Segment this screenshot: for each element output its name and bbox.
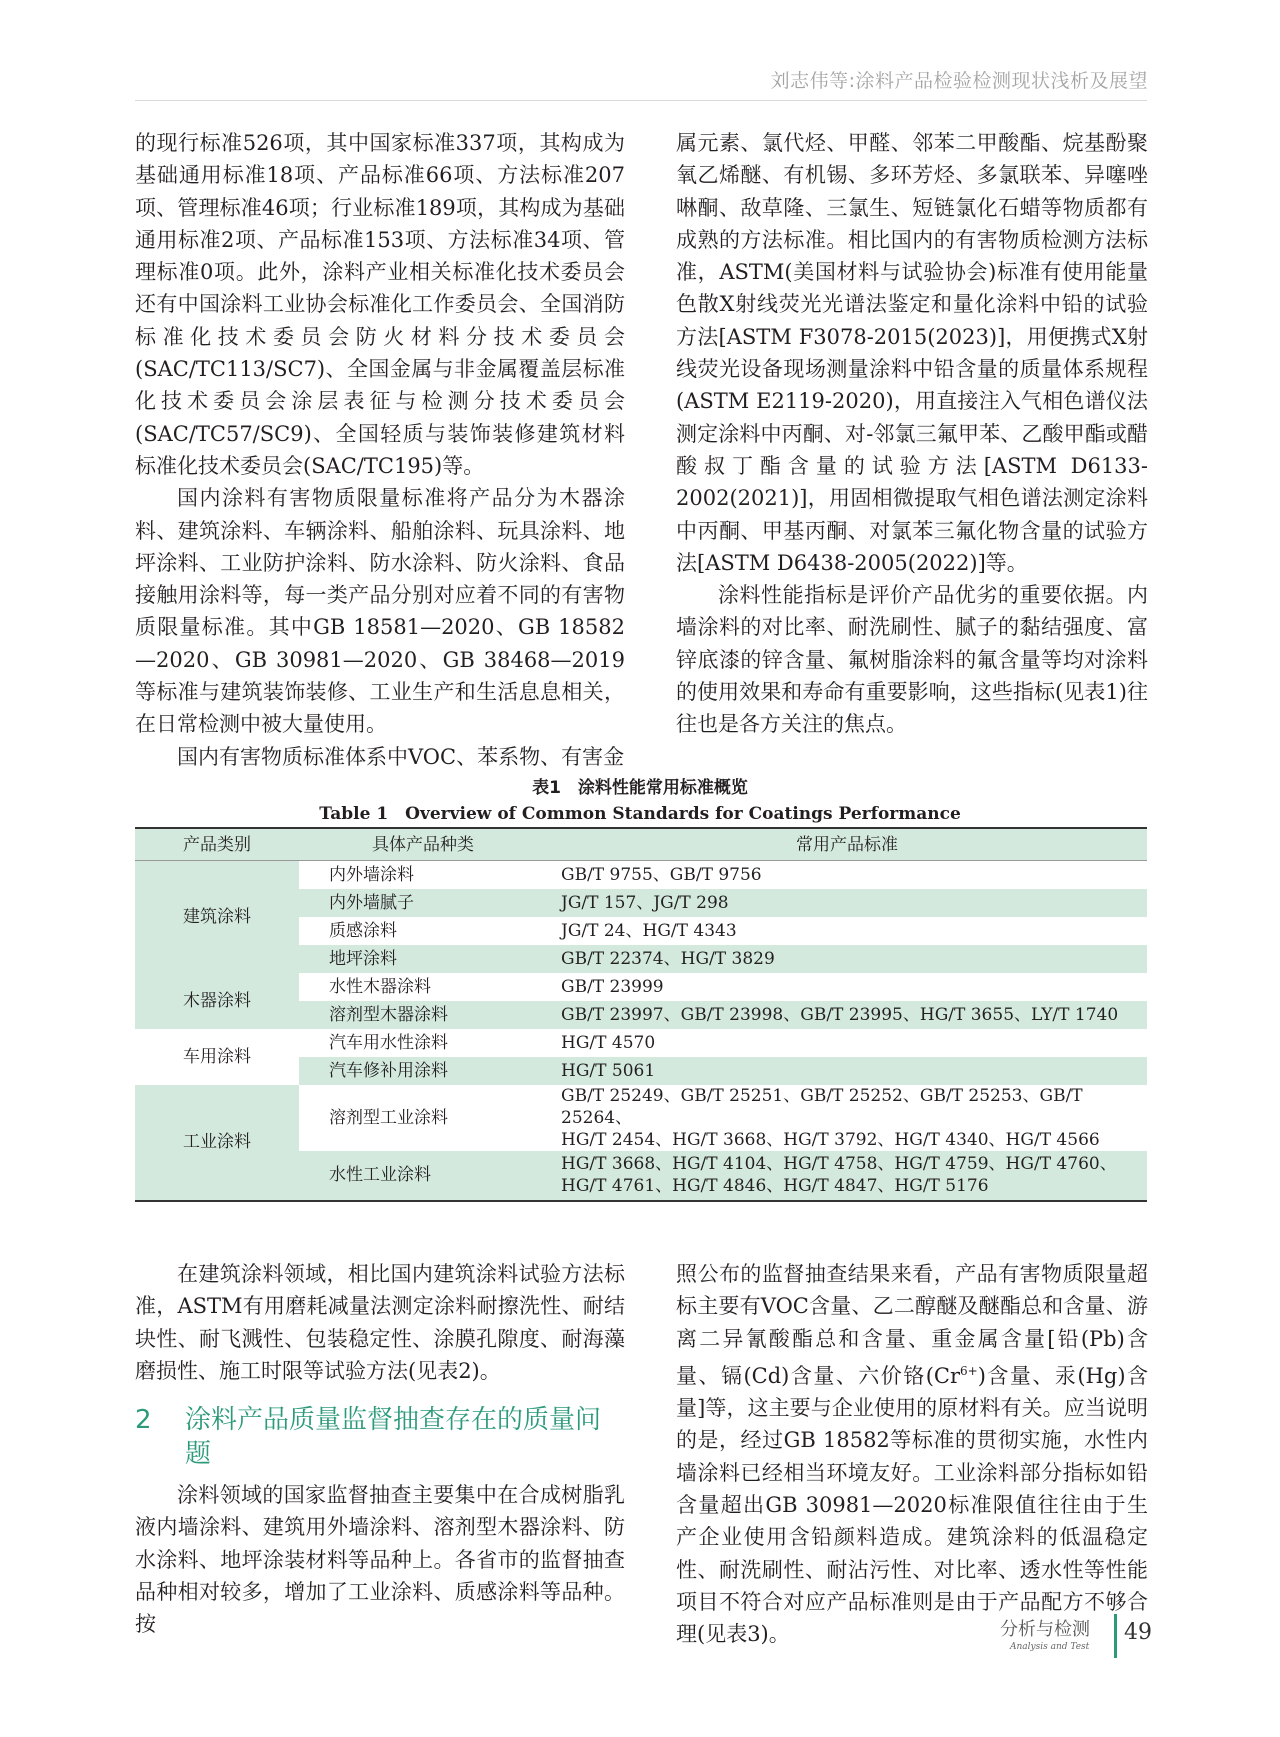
page-number: 49 [1124,1620,1152,1645]
product-cell: 汽车用水性涂料 [329,1032,448,1053]
paragraph: 涂料领域的国家监督抽查主要集中在合成树脂乳液内墙涂料、建筑用外墙涂料、溶剂型木器涂料、防水涂料、地坪涂装材料等品种上。各省市的监督抽查品种相对较多，增加了工业涂料、质感涂料等品种。按 [135,1483,625,1637]
standard-cell: GB/T 23997、GB/T 23998、GB/T 23995、HG/T 3655、LY/T 1740 [547,1001,1147,1029]
table-row [135,1085,1147,1151]
text-run: )含量、汞(Hg)含量]等，这主要与企业使用的原材料有关。应当说明的是，经过GB 18582等标准的贯彻实施，水性内墙涂料已经相当环境友好。工业涂料部分指标如铅含量超出GB 30981—2020标准限值往往由于生产企业使用含铅颜料造成。建筑涂料的低温稳定性、耐洗刷性、耐沾污性、对比率、透水性等性能项目不符合对应产品标准则是由于产品配方不够合理(见表3)。 [676,1363,1148,1647]
table-row [135,1029,1147,1057]
standard-line: HG/T 4761、HG/T 4846、HG/T 4847、HG/T 5176 [561,1176,989,1196]
product-cell: 质感涂料 [329,920,397,941]
paragraph: 的现行标准526项，其中国家标准337项，其构成为基础通用标准18项、产品标准66项、方法标准207项、管理标准46项；行业标准189项，其构成为基础通用标准2项、产品标准153项、方法标准34项、管理标准0项。此外，涂料产业相关标准化技术委员会还有中国涂料工业协会标准化工作委员会、全国消防标准化技术委员会防火材料分技术委员会(SAC/TC113/SC7)、全国金属与非金属覆盖层标准化技术委员会涂层表征与检测分技术委员会(SAC/TC57/SC9)、全国轻质与装饰装修建筑材料标准化技术委员会(SAC/TC195)等。 [135,131,625,478]
section-title: 涂料产品质量监督抽查存在的质量问题 [185,1405,602,1470]
category-cell: 建筑涂料 [135,861,299,973]
standard-cell: GB/T 9755、GB/T 9756 [561,864,762,885]
standard-cell [547,1085,1147,1151]
standards-table [135,827,1147,1202]
table-header-row [135,828,1147,861]
product-cell: 内外墙腻子 [299,889,547,917]
right-column-top [676,127,1148,741]
product-cell: 地坪涂料 [299,945,547,973]
standard-cell: JG/T 24、HG/T 4343 [561,920,737,941]
journal-name: 分析与检测 [1000,1619,1090,1640]
product-cell: 汽车修补用涂料 [299,1057,547,1085]
table-caption-en: Table 1 Overview of Common Standards for Coatings Performance [319,804,961,824]
left-column-bottom [135,1258,625,1641]
paragraph: 国内有害物质标准体系中VOC、苯系物、有害金 [177,744,625,769]
category-cell: 工业涂料 [135,1085,299,1201]
product-cell: 水性木器涂料 [329,976,431,997]
left-column-top [135,127,625,773]
column-header: 产品类别 [135,828,299,861]
footer-accent-bar [1114,1614,1117,1658]
product-cell: 溶剂型木器涂料 [299,1001,547,1029]
standard-line: GB/T 25249、GB/T 25251、GB/T 25252、GB/T 25253、GB/T 25264、 [561,1085,1083,1128]
text-run: 照公布的监督抽查结果来看，产品有害物质限量超标主要有VOC含量、乙二醇醚及醚酯总和含量、游离二异氰酸酯总和含量、重金属含量[铅(Pb)含量、镉(Cd)含量、六价铬(Cr [676,1262,1148,1388]
standard-cell: GB/T 22374、HG/T 3829 [547,945,1147,973]
product-cell: 内外墙涂料 [329,864,414,885]
standard-cell: HG/T 4570 [561,1032,656,1053]
standard-cell: GB/T 23999 [561,976,664,997]
paragraph: 国内涂料有害物质限量标准将产品分为木器涂料、建筑涂料、车辆涂料、船舶涂料、玩具涂料、地坪涂料、工业防护涂料、防水涂料、防火涂料、食品接触用涂料等，每一类产品分别对应着不同的有害物质限量标准。其中GB 18581—2020、GB 18582—2020、GB 30981—2020、GB 38468—2019等标准与建筑装饰装修、工业生产和生活息息相关，在日常检测中被大量使用。 [135,486,625,737]
running-title: 刘志伟等:涂料产品检验检测现状浅析及展望 [770,70,1148,92]
section-number: 2 [135,1405,152,1436]
standard-line: HG/T 2454、HG/T 3668、HG/T 3792、HG/T 4340、HG/T 4566 [561,1129,1100,1150]
superscript: 6+ [960,1363,978,1378]
standard-cell: JG/T 157、JG/T 298 [547,889,1147,917]
table-row [135,973,1147,1001]
paragraph: 属元素、氯代烃、甲醛、邻苯二甲酸酯、烷基酚聚氧乙烯醚、有机锡、多环芳烃、多氯联苯、异噻唑啉酮、敌草隆、三氯生、短链氯化石蜡等物质都有成熟的方法标准。相比国内的有害物质检测方法标准，ASTM(美国材料与试验协会)标准有使用能量色散X射线荧光光谱法鉴定和量化涂料中铅的试验方法[ASTM F3078-2015(2023)]，用便携式X射线荧光设备现场测量涂料中铅含量的质量体系规程(ASTM E2119-2020)，用直接注入气相色谱仪法测定涂料中丙酮、对-邻氯三氟甲苯、乙酸甲酯或醋酸叔丁酯含量的试验方法[ASTM D6133-2002(2021)]，用固相微提取气相色谱法测定涂料中丙酮、甲基丙酮、对氯苯三氟化物含量的试验方法[ASTM D6438-2005(2022)]等。 [676,131,1148,575]
section-heading [135,1403,625,1471]
category-cell: 车用涂料 [135,1029,299,1085]
category-cell: 木器涂料 [135,973,299,1029]
paragraph [676,1258,1148,1651]
column-header: 常用产品标准 [547,828,1147,861]
paragraph: 在建筑涂料领域，相比国内建筑涂料试验方法标准，ASTM有用磨耗减量法测定涂料耐擦洗性、耐结块性、耐飞溅性、包装稳定性、涂膜孔隙度、耐海藻磨损性、施工时限等试验方法(见表2)。 [135,1262,625,1383]
journal-name-en: Analysis and Test [1010,1642,1090,1652]
product-cell: 溶剂型工业涂料 [329,1107,448,1128]
paragraph: 涂料性能指标是评价产品优劣的重要依据。内墙涂料的对比率、耐洗刷性、腻子的黏结强度、富锌底漆的锌含量、氟树脂涂料的氟含量等均对涂料的使用效果和寿命有重要影响，这些指标(见表1)往往也是各方关注的焦点。 [676,583,1148,737]
product-cell: 水性工业涂料 [299,1151,547,1201]
right-column-bottom [676,1258,1148,1651]
header-rule [135,100,1147,101]
column-header: 具体产品种类 [299,828,547,861]
table-row [135,861,1147,889]
standard-line: HG/T 3668、HG/T 4104、HG/T 4758、HG/T 4759、HG/T 4760、 [561,1154,1117,1174]
standard-cell: HG/T 5061 [547,1057,1147,1085]
table-caption-cn: 表1 涂料性能常用标准概览 [532,778,748,798]
standard-cell [547,1151,1147,1201]
